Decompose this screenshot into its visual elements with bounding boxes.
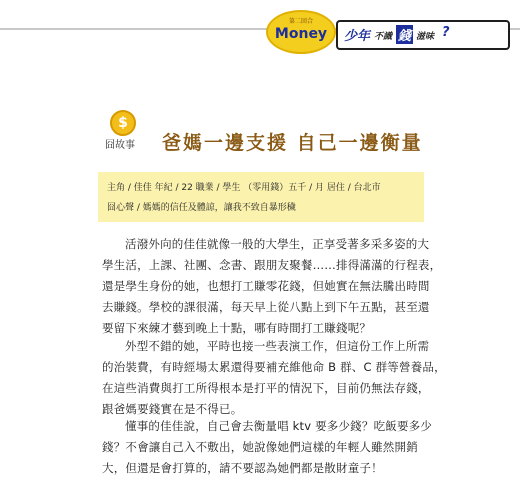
- profile-box: [98, 172, 424, 222]
- chapter-badge: [266, 10, 336, 54]
- series-part-3: 錢: [396, 25, 413, 44]
- paragraph-line: 在這些消費與打工所得根本是打平的情況下，目前仍無法存錢，: [102, 381, 430, 395]
- series-part-2: 不識: [374, 32, 393, 42]
- paragraph-1: [102, 234, 442, 339]
- series-part-4: 滋味: [416, 32, 435, 42]
- paragraph-line: 要留下來練才藝到晚上十點，哪有時間打工賺錢呢？: [102, 321, 372, 335]
- paragraph-line: 大，但還是會打算的，請不要認為她們都是散財童子！: [102, 461, 383, 475]
- paragraph-line: 懂事的佳佳說，自己會去衡量唱 ktv 要多少錢？吃飯要多少: [125, 419, 433, 433]
- series-title-box: [336, 20, 510, 50]
- chapter-title: 爸媽一邊支援 自己一邊衡量: [162, 132, 423, 154]
- story-tag: 囧故事: [105, 140, 135, 151]
- profile-line-1: 主角 / 佳佳 年紀 / 22 職業 / 學生 （零用錢）五千 / 月 居住 / 台北市: [107, 183, 381, 193]
- paragraph-2: [102, 336, 446, 420]
- paragraph-line: 錢？不會讓自己入不敷出，她說像她們這樣的年輕人雖然開銷: [102, 440, 418, 454]
- profile-line-2: 囧心聲 / 媽媽的信任及體諒，讓我不致自暴形穢: [107, 203, 296, 213]
- badge-title: Money: [274, 26, 328, 42]
- paragraph-line: 還是學生身份的她，也想打工賺零花錢，但她實在無法騰出時間: [102, 279, 430, 293]
- paragraph-line: 跟爸媽要錢實在是不得已。: [102, 402, 243, 416]
- paragraph-line: 外型不錯的她，平時也接一些表演工作，但這份工作上所需: [125, 339, 430, 353]
- series-part-5: ?: [442, 25, 450, 40]
- paragraph-line: 活潑外向的佳佳就像一般的大學生，正享受著多采多姿的大: [125, 237, 430, 251]
- series-part-1: 少年: [344, 29, 371, 44]
- badge-subtitle: 第二回合: [288, 18, 313, 25]
- paragraph-line: 的治裝費，有時經場太累還得要補充維他命 B 群、C 群等營養品，: [102, 360, 446, 374]
- paragraph-line: 去賺錢。學校的課很滿，每天早上從八點上到下午五點，甚至還: [102, 300, 430, 314]
- dollar-coin-icon: $: [110, 110, 136, 136]
- paragraph-line: 學生活，上課、社團、念書、跟朋友聚餐……排得滿滿的行程表，: [102, 258, 442, 272]
- paragraph-3: [102, 416, 433, 479]
